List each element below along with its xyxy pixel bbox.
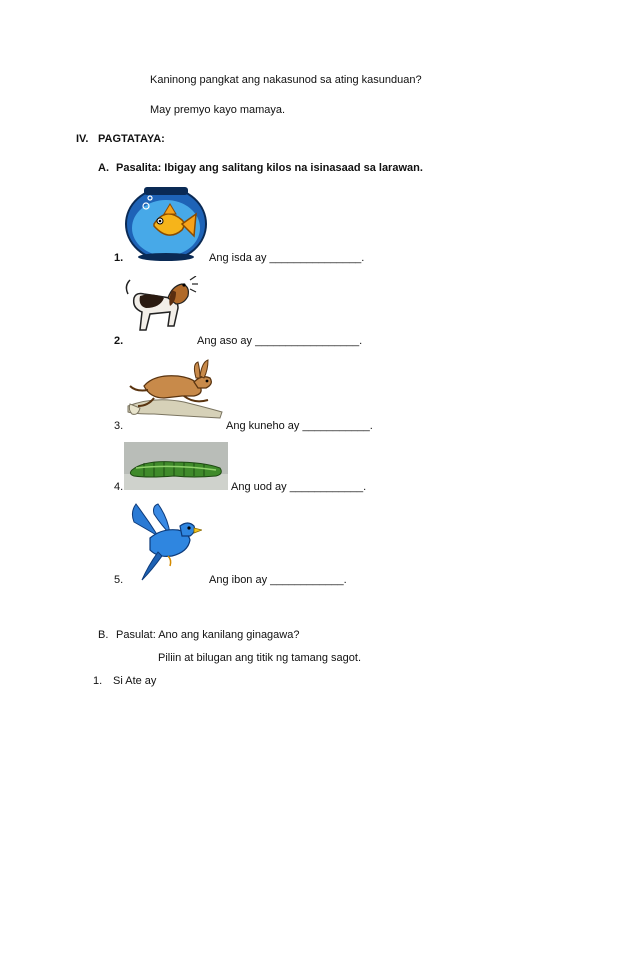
intro-line-2: May premyo kayo mamaya. xyxy=(150,104,286,116)
caterpillar-icon xyxy=(124,442,228,490)
item-4-text: Ang uod ay ____________. xyxy=(231,481,367,493)
section-numeral: IV. xyxy=(76,133,89,145)
item-5-text: Ang ibon ay ____________. xyxy=(209,574,347,586)
part-b-q1-text: Si Ate ay xyxy=(113,675,157,687)
part-b-instruction: Pasulat: Ano ang kanilang ginagawa? xyxy=(116,629,300,641)
item-1-text: Ang isda ay _______________. xyxy=(209,252,365,264)
bird-icon xyxy=(128,500,202,584)
item-5-number: 5. xyxy=(114,574,124,586)
part-a-instruction: Pasalita: Ibigay ang salitang kilos na isinasaad sa larawan. xyxy=(116,162,423,174)
item-1-number: 1. xyxy=(114,252,124,264)
rabbit-icon xyxy=(124,356,224,420)
item-2-number: 2. xyxy=(114,335,124,347)
part-b-q1-number: 1. xyxy=(93,675,103,687)
section-title: PAGTATAYA: xyxy=(98,133,165,145)
item-3-number: 3. xyxy=(114,420,124,432)
intro-line-1: Kaninong pangkat ang nakasunod sa ating kasunduan? xyxy=(150,74,422,86)
part-a-letter: A. xyxy=(98,162,109,174)
item-3-text: Ang kuneho ay ___________. xyxy=(226,420,373,432)
dog-icon xyxy=(124,276,198,342)
part-b-letter: B. xyxy=(98,629,109,641)
fishbowl-icon xyxy=(124,184,208,262)
part-b-subinstruction: Piliin at bilugan ang titik ng tamang sagot. xyxy=(158,652,362,664)
item-4-number: 4. xyxy=(114,481,124,493)
item-2-text: Ang aso ay _________________. xyxy=(197,335,363,347)
